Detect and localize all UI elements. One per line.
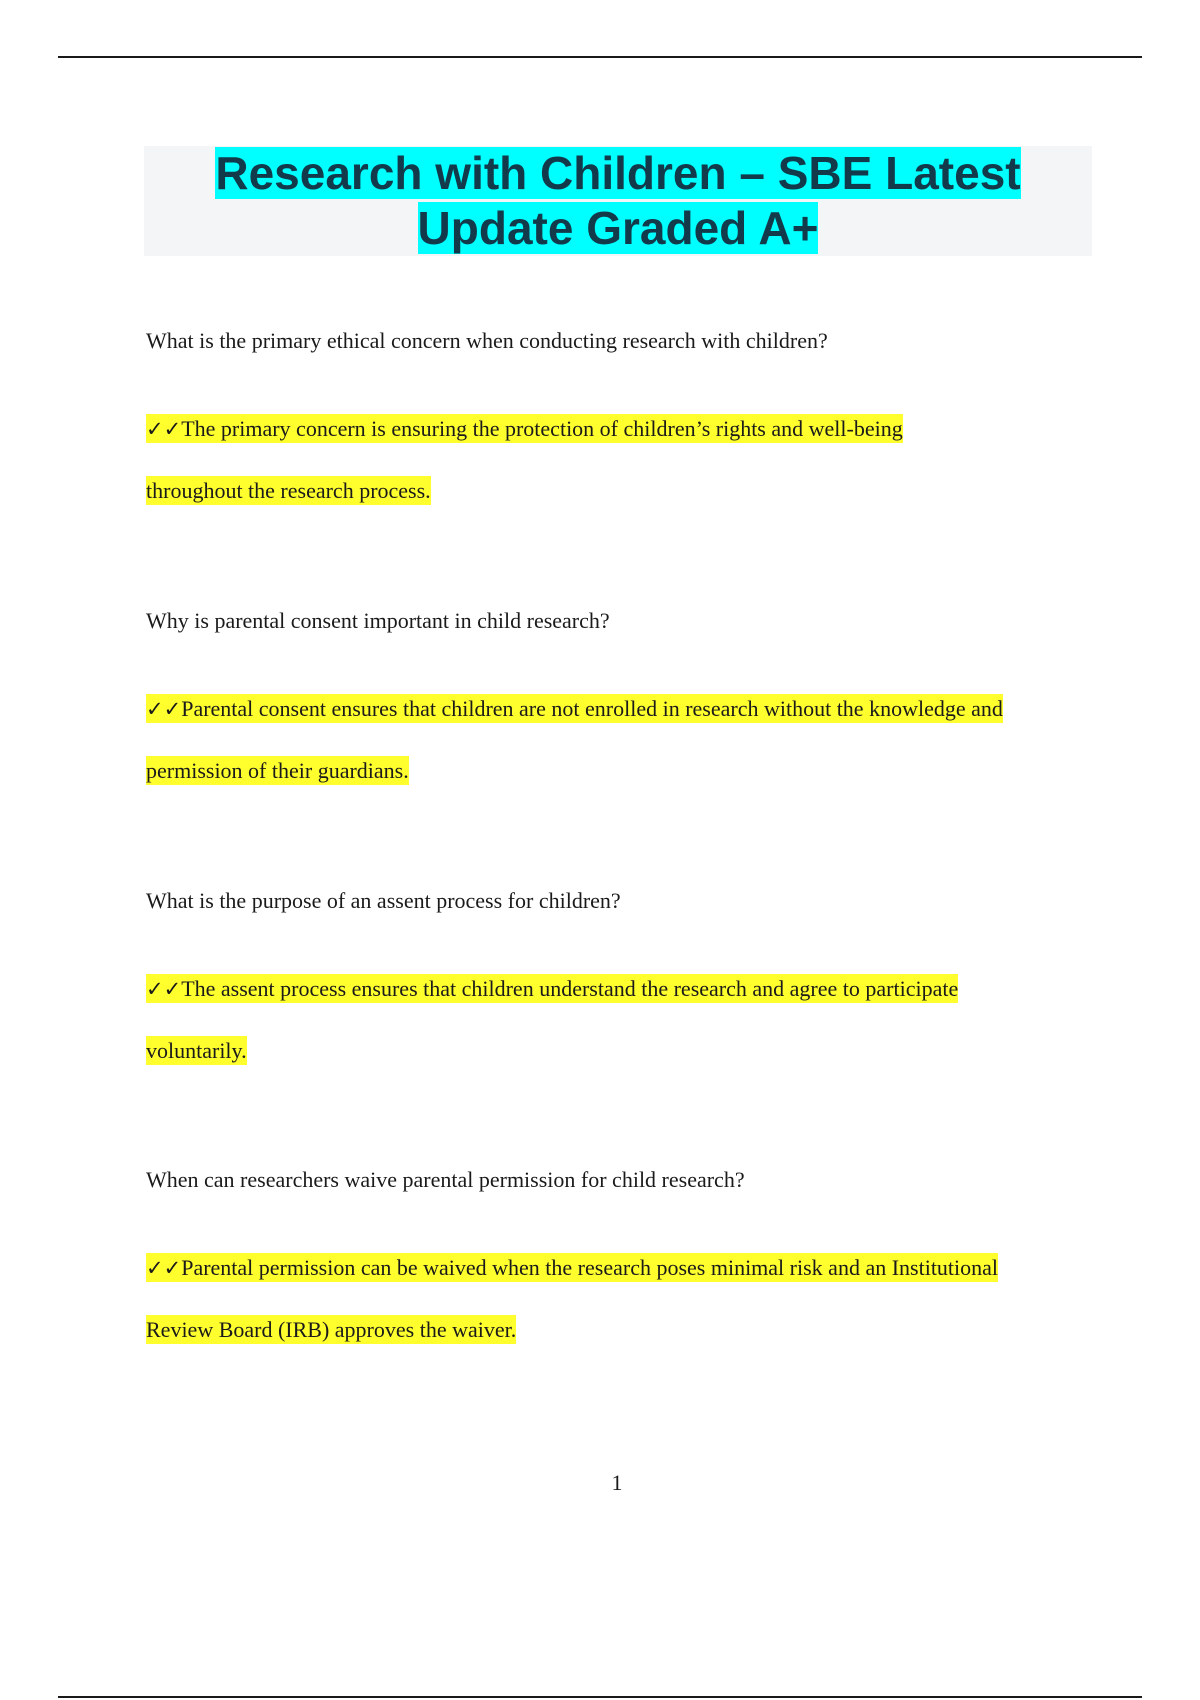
answer-line-2: permission of their guardians. [146,758,409,783]
checkmark-icon: ✓✓ [146,977,182,1001]
question-text: What is the purpose of an assent process for children? [146,888,621,913]
answer-line-1: The primary concern is ensuring the protection of children’s rights and well-being [181,416,903,441]
footer-rule [58,1696,1142,1698]
answer-text [146,398,1106,521]
answer-line-1: Parental permission can be waived when the research poses minimal risk and an Institutional [181,1255,999,1280]
answer-line-2: throughout the research process. [146,478,431,503]
question-text: When can researchers waive parental permission for child research? [146,1167,745,1192]
question-text: What is the primary ethical concern when conducting research with children? [146,328,828,353]
answer-text [146,678,1106,801]
title-line-2: Update Graded A+ [417,202,819,254]
header-rule [58,56,1142,58]
answer-line-2: Review Board (IRB) approves the waiver. [146,1317,517,1342]
qa-item-1 [146,328,1106,521]
document-title [144,146,1092,256]
checkmark-icon: ✓✓ [146,417,182,441]
answer-line-2: voluntarily. [146,1038,247,1063]
checkmark-icon: ✓✓ [146,1256,182,1280]
answer-line-1: The assent process ensures that children understand the research and agree to participate [181,976,959,1001]
qa-item-4 [146,1167,1106,1360]
qa-item-2 [146,608,1106,801]
checkmark-icon: ✓✓ [146,697,182,721]
question-text: Why is parental consent important in child research? [146,608,610,633]
answer-line-1: Parental consent ensures that children are not enrolled in research without the knowledge and [181,696,1003,721]
title-line-1: Research with Children – SBE Latest [215,147,1021,199]
page-number: 1 [611,1470,623,1495]
answer-text [146,1237,1106,1360]
answer-text [146,958,1106,1081]
qa-item-3 [146,888,1106,1081]
